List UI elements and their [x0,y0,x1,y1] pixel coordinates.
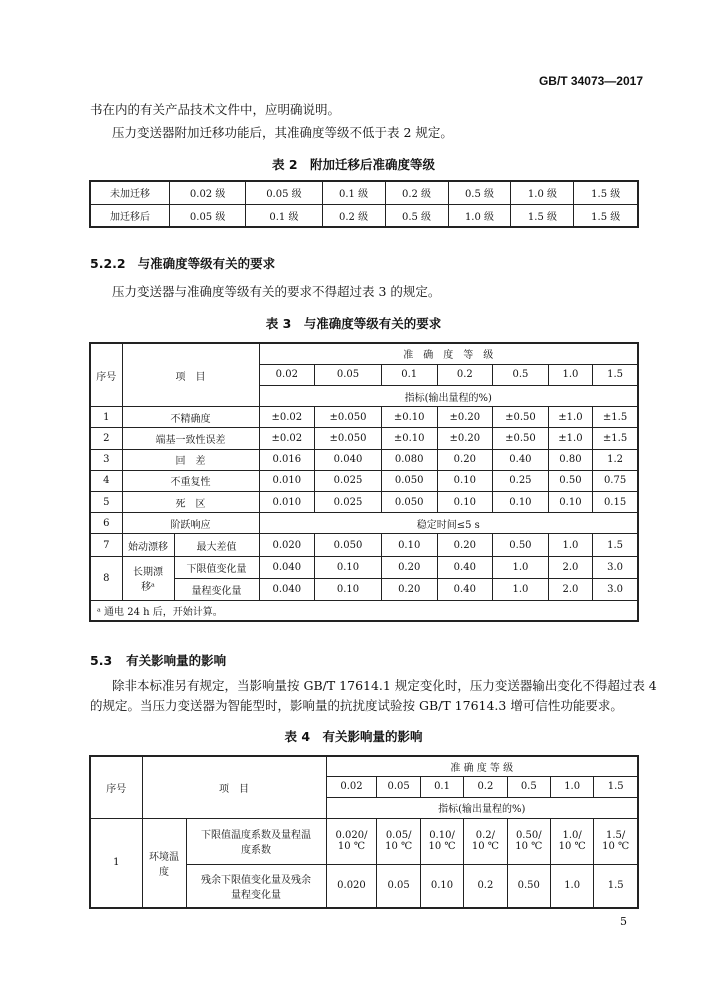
section-number: 5.2.2 [90,256,126,271]
cell: 0.25 [493,470,549,491]
table2-cell: 0.5 级 [448,181,511,204]
cell: ±0.050 [315,407,382,428]
row-number: 1 [90,818,142,908]
section-title: 有关影响量的影响 [126,653,227,668]
row-item: 阶跃响应 [122,513,259,534]
paragraph-table3-intro: 压力变送器与准确度等级有关的要求不得超过表 3 的规定。 [112,284,441,299]
cell: 0.040 [259,578,315,600]
table3-index-header: 指标(输出量程的%) [259,385,638,406]
row-item: 回 差 [122,449,259,470]
table3-grade: 0.02 [259,364,315,385]
table4-header-item: 项 目 [142,756,326,818]
cell [420,818,463,864]
table2-cell: 0.05 级 [170,204,246,227]
cell-line: 10 ℃ [337,841,366,852]
table2-cell: 1.5 级 [574,204,638,227]
table3-header-no: 序号 [90,343,122,407]
cell-line: 0.05/ [385,830,412,841]
row-number: 4 [90,470,122,491]
section-title: 与准确度等级有关的要求 [137,256,276,271]
section-5-2-2-heading [90,254,275,272]
cell: 0.040 [315,449,382,470]
row-item: 死 区 [122,492,259,513]
table2-cell: 0.1 级 [246,204,322,227]
table3-caption: 表 3 与准确度等级有关的要求 [265,316,442,331]
cell: 0.020 [259,534,315,556]
cell: ±0.20 [437,407,493,428]
cell-line: 0.020/ [335,830,368,841]
row-item: 最大差值 [174,534,259,556]
cell: 0.05 [377,864,420,908]
table2-cell: 0.5 级 [385,204,448,227]
table3-grade: 0.05 [315,364,382,385]
cell-line: 1.5/ [606,830,626,841]
cell: 1.0 [493,578,549,600]
table3-grade: 1.0 [548,364,592,385]
cell: ±1.0 [548,407,592,428]
cell: 0.40 [437,556,493,578]
table4-grade: 0.1 [420,776,463,797]
table3-grade: 0.5 [493,364,549,385]
table3-header-grade: 准 确 度 等 级 [259,343,638,364]
cell: 0.50 [493,534,549,556]
section-number: 5.3 [90,653,113,668]
cell: 0.75 [593,470,638,491]
table2-cell: 0.2 级 [385,181,448,204]
cell: 2.0 [548,578,592,600]
table3-header-row [90,343,638,364]
cell: 0.40 [493,449,549,470]
row-item: 端基一致性误差 [122,428,259,449]
table4-grade: 0.5 [507,776,550,797]
cell: ±0.050 [315,428,382,449]
table3 [89,342,639,622]
cell: 1.0 [550,864,593,908]
table4-header-grade: 准 确 度 等 级 [326,756,638,776]
table4 [89,755,639,909]
row-number: 7 [90,534,122,556]
table-row [90,513,638,534]
cell-line: 0.10/ [429,830,455,841]
cell-line: 1.0/ [562,830,582,841]
cell: ±0.20 [437,428,493,449]
table4-caption: 表 4 有关影响量的影响 [284,729,423,744]
row-number: 6 [90,513,122,534]
row-item: 下限值温度系数及量程温度系数 [186,818,326,864]
cell: ±0.50 [493,407,549,428]
row-item: 下限值变化量 [174,556,259,578]
cell: 3.0 [593,556,638,578]
cell: 0.050 [315,534,382,556]
paragraph-table4-intro-cont: 的规定。当压力变送器为智能型时，影响量的抗扰度试验按 GB/T 17614.3 增可信性功能要求。 [90,698,623,713]
cell: 0.10 [315,556,382,578]
cell [464,818,507,864]
row-item: 不重复性 [122,470,259,491]
cell: 0.010 [259,492,315,513]
section-5-3-heading [90,651,226,669]
table-row [90,470,638,491]
cell: 0.10 [437,470,493,491]
table-row [90,818,638,864]
table2-cell: 1.5 级 [511,204,574,227]
cell: 稳定时间≤5 s [259,513,638,534]
cell: 0.025 [315,492,382,513]
cell-line: 10 ℃ [471,841,499,852]
cell [594,818,638,864]
cell: 0.2 [464,864,507,908]
table4-index-header: 指标(输出量程的%) [326,797,638,818]
cell: 1.5 [594,864,638,908]
table-row [90,492,638,513]
table2-cell: 1.0 级 [511,181,574,204]
cell: 0.20 [381,556,437,578]
row-number: 8 [90,556,122,600]
table4-grade: 1.0 [550,776,593,797]
row-item: 不精确度 [122,407,259,428]
standard-header: GB/T 34073—2017 [538,74,643,88]
table2-cell: 0.05 级 [246,181,322,204]
cell: ±1.5 [593,428,638,449]
table3-grade: 0.2 [437,364,493,385]
table-row [90,407,638,428]
cell: 1.5 [593,534,638,556]
cell: ±0.02 [259,428,315,449]
cell: 0.10 [493,492,549,513]
table-row [90,556,638,578]
cell: 0.10 [420,864,463,908]
cell [377,818,420,864]
cell: ±0.10 [381,407,437,428]
cell: 0.20 [437,449,493,470]
cell: 0.40 [437,578,493,600]
table-row [90,428,638,449]
table3-header-item: 项 目 [122,343,259,407]
table2-cell: 0.2 级 [322,204,385,227]
cell: 0.016 [259,449,315,470]
cell: 0.10 [315,578,382,600]
cell: ±0.10 [381,428,437,449]
cell: 0.025 [315,470,382,491]
cell: ±0.02 [259,407,315,428]
cell-line: 10 ℃ [515,841,543,852]
cell: 0.080 [381,449,437,470]
cell: 0.20 [437,534,493,556]
cell: ±1.0 [548,428,592,449]
cell-line: 10 ℃ [602,841,630,852]
cell: 1.0 [548,534,592,556]
cell: 0.20 [381,578,437,600]
table2-cell: 1.5 级 [574,181,638,204]
table-row [90,534,638,556]
table4-header-no: 序号 [90,756,142,818]
cell: 2.0 [548,556,592,578]
paragraph-table2-intro: 压力变送器附加迁移功能后，其准确度等级不低于表 2 规定。 [112,125,453,140]
table4-grade: 0.2 [464,776,507,797]
cell: 0.020 [326,864,377,908]
cell: ±1.5 [593,407,638,428]
table2-row-label: 加迁移后 [90,204,170,227]
cell [507,818,550,864]
row-number: 3 [90,449,122,470]
cell: 0.050 [381,492,437,513]
table4-grade: 0.05 [377,776,420,797]
cell: 0.010 [259,470,315,491]
table3-footnote: ᵃ 通电 24 h 后，开始计算。 [90,601,638,621]
cell [550,818,593,864]
cell-line: 0.2/ [475,830,496,841]
table2-row [90,181,638,204]
cell: 0.15 [593,492,638,513]
cell-line: 10 ℃ [428,841,456,852]
row-group: 环境温度 [142,818,186,908]
row-number: 1 [90,407,122,428]
table4-grade: 0.02 [326,776,377,797]
row-item: 残余下限值变化量及残余量程变化量 [186,864,326,908]
row-number: 2 [90,428,122,449]
cell: 1.0 [493,556,549,578]
cell: 0.80 [548,449,592,470]
cell: 0.10 [548,492,592,513]
table2-row-label: 未加迁移 [90,181,170,204]
cell-line: 10 ℃ [385,841,413,852]
table3-grade: 0.1 [381,364,437,385]
cell-line: 0.50/ [515,830,542,841]
row-group: 始动漂移 [122,534,174,556]
table-note-row [90,601,638,621]
table4-grade: 1.5 [594,776,638,797]
cell: ±0.50 [493,428,549,449]
cell: 0.050 [381,470,437,491]
cell: 0.50 [548,470,592,491]
cell: 0.040 [259,556,315,578]
page-number: 5 [620,915,627,928]
row-group: 长期漂移ᵃ [122,556,174,600]
table3-grade: 1.5 [593,364,638,385]
table2-cell: 1.0 级 [448,204,511,227]
table2-cell: 0.1 级 [322,181,385,204]
cell: 0.10 [381,534,437,556]
table2-cell: 0.02 级 [170,181,246,204]
cell [326,818,377,864]
cell: 0.10 [437,492,493,513]
cell: 3.0 [593,578,638,600]
row-number: 5 [90,492,122,513]
table2-row [90,204,638,227]
cell: 1.2 [593,449,638,470]
paragraph-table4-intro: 除非本标准另有规定，当影响量按 GB/T 17614.1 规定变化时，压力变送器输出变化不得超过表 4 [112,678,657,693]
table4-header-row [90,756,638,776]
table2 [89,180,639,228]
table-row [90,449,638,470]
paragraph-continued: 书在内的有关产品技术文件中，应明确说明。 [90,102,341,117]
row-item: 量程变化量 [174,578,259,600]
cell-line: 10 ℃ [558,841,586,852]
table2-caption: 表 2 附加迁移后准确度等级 [271,157,436,172]
cell: 0.50 [507,864,550,908]
